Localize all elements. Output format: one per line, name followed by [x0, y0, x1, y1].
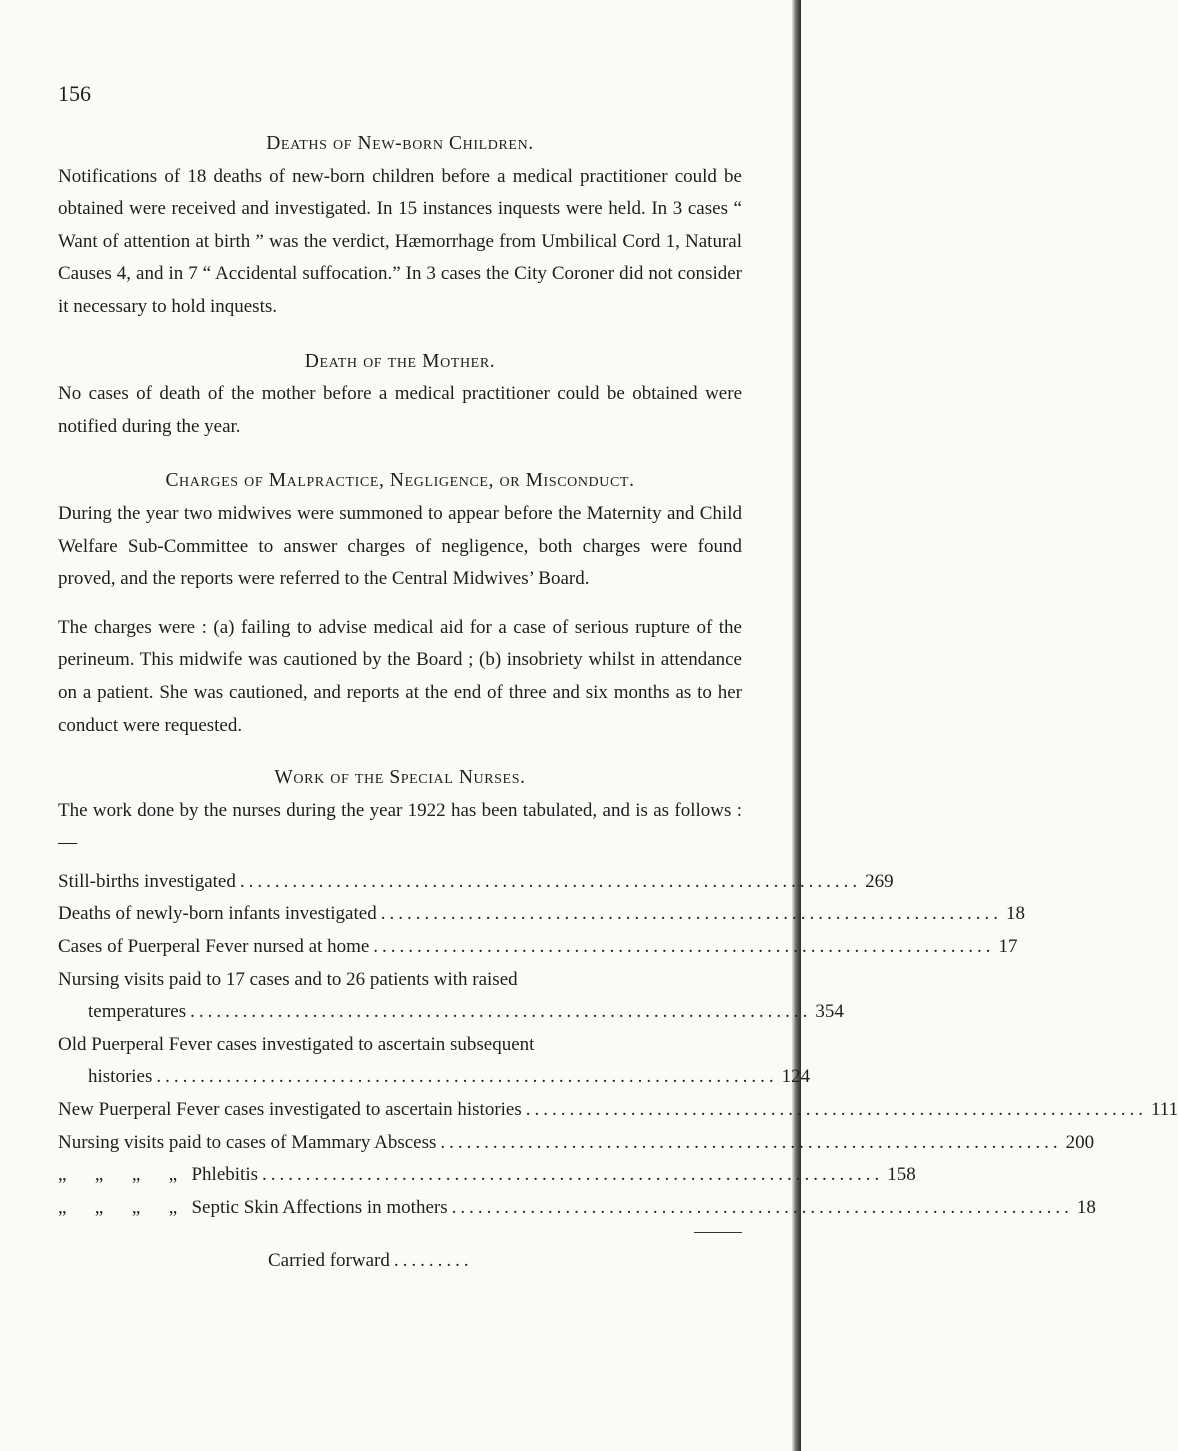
leader-dots: ....................................................................... — [373, 936, 995, 958]
leader-dots: ....................................................................... — [525, 1099, 1148, 1121]
heading-mother: Death of the Mother. — [304, 350, 496, 372]
leader-dots: ....................................................................... — [190, 1001, 812, 1023]
leader-dots: ....................................................................... — [156, 1066, 778, 1088]
leader-dots: ......... — [393, 1250, 473, 1272]
paragraph-nurses-intro: The work done by the nurses during the year 1922 has been tabulated, and is as follows :— — [58, 799, 742, 854]
table-row — [58, 1029, 742, 1062]
carried-forward-label: Carried forward — [268, 1250, 390, 1272]
table-row — [58, 1159, 916, 1192]
row-label: Deaths of newly-born infants investigated — [58, 903, 377, 925]
table-row-continuation — [58, 1061, 811, 1094]
row-value: 269 — [865, 870, 894, 892]
row-value: 158 — [887, 1164, 916, 1186]
paragraph-newborn: Notifications of 18 deaths of new-born children before a medical practitioner could be obtained were received and investigated. In 15 instances inquests were held. In 3 cases “ Want of attention at birth ” was the verdict, Hæmorrhage from Umbilical Cord 1, Natural Causes 4, and in 7 “ Accidental suffocation.” In 3 cases the City Coroner did not consider it necessary to hold inquests. — [58, 165, 742, 317]
leader-dots: ....................................................................... — [239, 870, 862, 892]
table-row — [58, 866, 894, 899]
carried-forward-row — [58, 1245, 742, 1278]
total-rule — [694, 1232, 742, 1233]
table-row-continuation — [58, 996, 844, 1029]
table-row — [58, 1094, 1178, 1127]
heading-newborn: Deaths of New-born Children. — [266, 133, 534, 154]
row-label: Cases of Puerperal Fever nursed at home — [58, 936, 370, 958]
heading-nurses: Work of the Special Nurses. — [274, 767, 526, 789]
row-label-continuation: temperatures — [88, 1001, 187, 1023]
table-row — [58, 1127, 1095, 1160]
row-label: Still-births investigated — [58, 870, 236, 892]
row-value: 200 — [1065, 1131, 1095, 1153]
heading-malpractice: Charges of Malpractice, Negligence, or Misconduct. — [165, 470, 635, 492]
row-label: Nursing visits paid to cases of Mammary Abscess — [58, 1131, 437, 1153]
leader-dots: ....................................................................... — [262, 1164, 884, 1186]
table-row — [58, 931, 1018, 964]
row-value: 111 — [1151, 1099, 1178, 1121]
row-value: 18 — [1005, 903, 1025, 925]
table-row — [58, 1192, 1096, 1225]
table-row — [58, 898, 1025, 931]
row-label: „ „ „ „ Septic Skin Affections in mothers — [58, 1196, 448, 1218]
paragraph-malpractice-2: The charges were : (a) failing to advise medical aid for a case of serious rupture of the perineum. This midwife was cautioned by the Board ; (b) insobriety whilst in attendance on a patient. She was cautioned, and reports at the end of three and six months as to her conduct were requested. — [58, 616, 742, 736]
row-label: Nursing visits paid to 17 cases and to 26 patients with raised — [58, 968, 518, 990]
table-row — [58, 964, 742, 997]
row-value: 18 — [1076, 1196, 1096, 1218]
leader-dots: ....................................................................... — [380, 903, 1002, 925]
paragraph-malpractice-1: During the year two midwives were summoned to appear before the Maternity and Child Welfare Sub-Committee to answer charges of negligence, both charges were found proved, and the reports were referred to the Central Midwives’ Board. — [58, 502, 742, 590]
row-label-continuation: histories — [88, 1066, 153, 1088]
page-edge-shadow — [792, 0, 801, 1451]
leader-dots: ....................................................................... — [440, 1131, 1062, 1153]
row-label: „ „ „ „ Phlebitis — [58, 1164, 258, 1186]
nurses-table — [58, 866, 1178, 1278]
leader-dots: ....................................................................... — [451, 1196, 1073, 1218]
row-label: Old Puerperal Fever cases investigated to ascertain subsequent — [58, 1033, 535, 1055]
page-number: 156 — [58, 81, 91, 106]
row-value: 17 — [998, 936, 1018, 958]
row-label: New Puerperal Fever cases investigated to ascertain histories — [58, 1099, 522, 1121]
row-value: 354 — [815, 1001, 844, 1023]
row-value: 124 — [781, 1066, 811, 1088]
document-page — [58, 78, 1178, 1278]
paragraph-mother: No cases of death of the mother before a medical practitioner could be obtained were notified during the year. — [58, 383, 742, 437]
